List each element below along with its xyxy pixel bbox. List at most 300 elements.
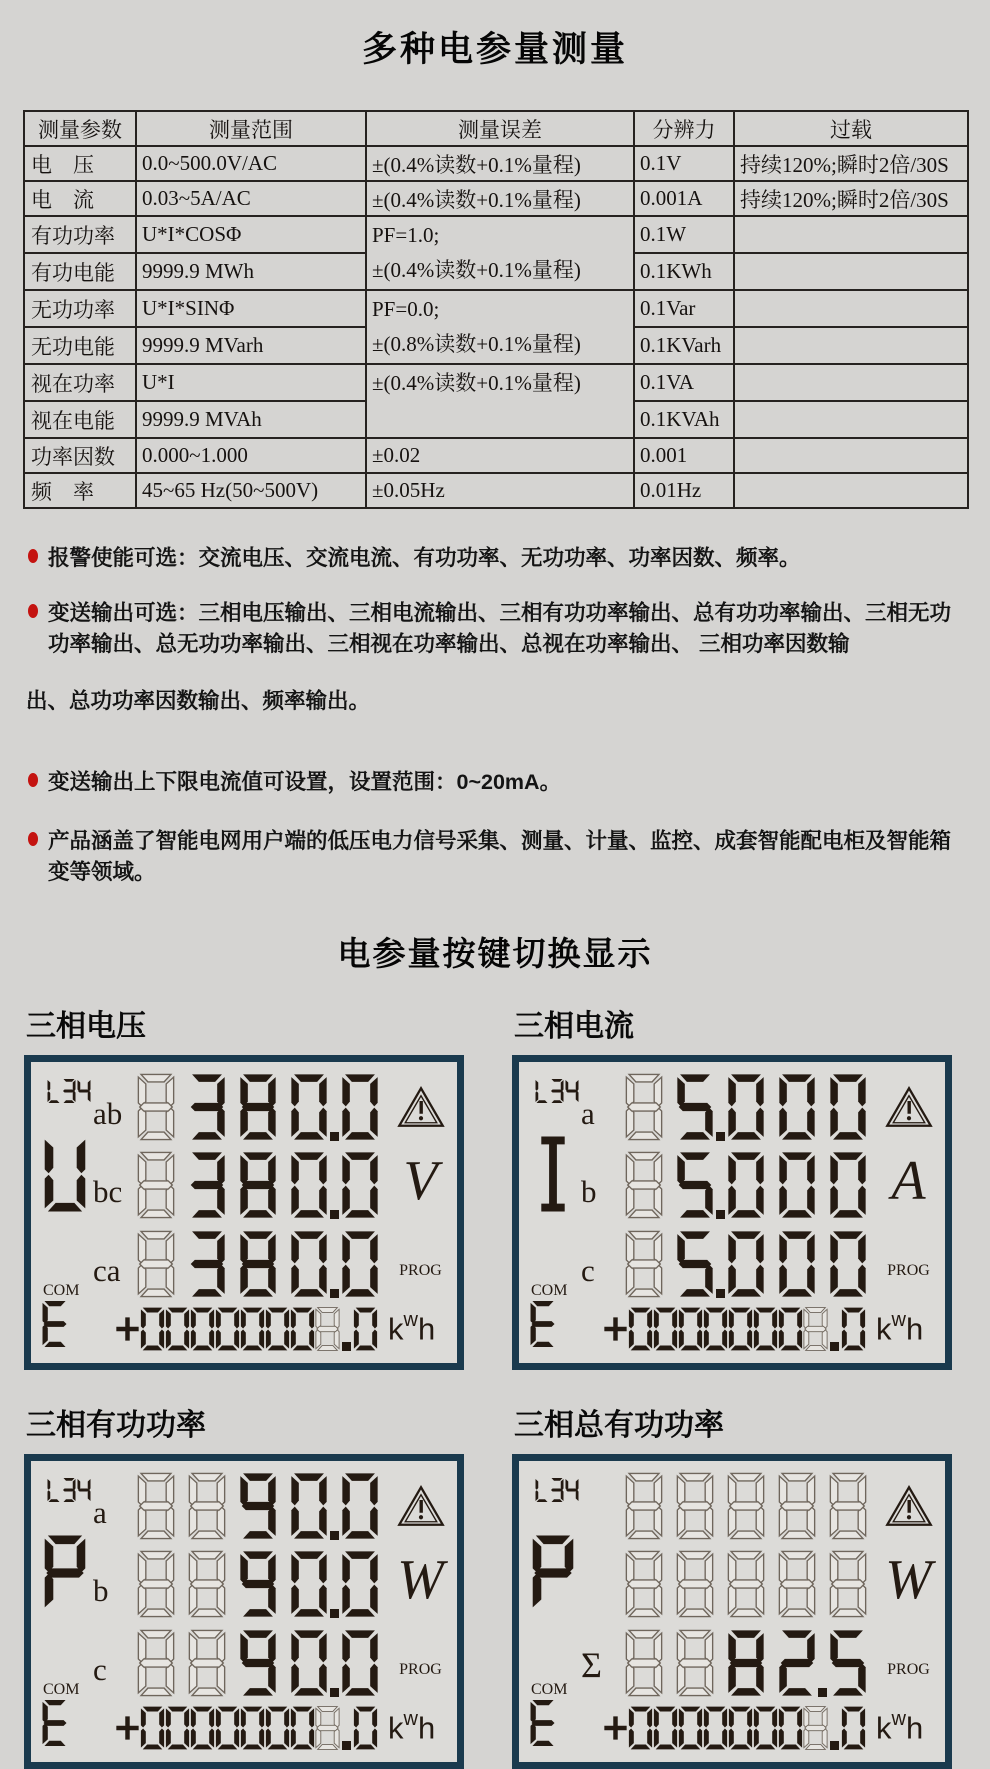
flag-seg-char [535,1477,549,1503]
feature-text-continued: 出、总功功率因数输出、频率输出。 [26,689,371,713]
merged-cell-line: ±(0.4%读数+0.1%量程) [372,371,581,395]
energy-letter [529,1699,581,1752]
lcd-panel [512,1055,952,1370]
spec-table [23,110,969,509]
decimal-point [279,1289,288,1298]
flag-seg-char [62,1477,76,1503]
lcd-digit [188,1628,226,1698]
energy-letter-glyph [529,1699,557,1747]
lcd-digit [239,1072,277,1142]
energy-digit [240,1705,265,1751]
energy-digit [165,1306,190,1352]
lcd-digit-group [625,1150,880,1220]
spec-value-cell: 0.1V [634,146,734,181]
spec-value-cell: U*I*SINΦ [136,290,366,327]
warning-icon [885,1485,933,1527]
energy-digit [353,1306,378,1352]
decimal-point [177,1609,186,1618]
decimal-point [869,1688,878,1697]
unit-label-w: W [885,1549,932,1612]
spec-value-cell [366,290,634,364]
lcd-panel [24,1454,464,1769]
lcd-digit [341,1072,379,1142]
lcd-row-right [880,1647,937,1679]
bullet-dot-icon [28,549,38,563]
spec-value-cell: 0.0~500.0V/AC [136,146,366,181]
spec-value-cell: 0.1KVAh [634,401,734,438]
prog-label: PROG [887,1261,930,1279]
lcd-row-right [880,1549,937,1616]
param-name-cell: 电 压 [24,146,136,181]
decimal-point [716,1688,725,1697]
spec-value-cell [366,364,634,438]
lcd-digit [778,1072,816,1142]
decimal-point [869,1609,878,1618]
lcd-digit [625,1628,663,1698]
decimal-point [665,1609,674,1618]
phase-label: b [93,1573,109,1609]
decimal-point [869,1132,878,1141]
decimal-point [767,1132,776,1141]
spec-value-cell: U*I*COSΦ [136,216,366,253]
lcd-row-right [880,1086,937,1128]
decimal-point [228,1609,237,1618]
energy-digit [703,1306,728,1352]
lcd-row-right [392,1485,449,1527]
lcd-digit [290,1628,328,1698]
decimal-point [665,1132,674,1141]
lcd-panel-title: 三相电压 [26,1010,146,1043]
warning-icon [397,1086,445,1128]
decimal-point [818,1210,827,1219]
spec-value-cell: 持续120%;瞬时2倍/30S [734,181,968,216]
plus-sign-glyph [603,1306,628,1352]
phase-label [581,1499,625,1513]
lcd-digit-group [137,1471,392,1541]
lcd-row [93,1624,449,1702]
plus-sign-glyph [115,1306,140,1352]
lcd-row-right [880,1150,937,1217]
flag-seg-char [550,1078,564,1104]
feature-text: 变送输出上下限电流值可设置，设置范围：0~20mA。 [48,770,562,794]
energy-digit [653,1705,678,1751]
table-row [24,181,968,216]
lcd-panels-grid [24,1001,966,1769]
lcd-digit [778,1229,816,1299]
decimal-point [869,1210,878,1219]
lcd-digit-group [625,1229,880,1299]
phase-label: a [93,1495,107,1531]
spacer [529,1218,581,1282]
lcd-gutter [41,1467,93,1754]
lcd-digit [829,1150,867,1220]
energy-digit [265,1306,290,1352]
energy-digit [290,1705,315,1751]
lcd-digit-group [625,1471,880,1541]
lcd-digit [829,1072,867,1142]
energy-digit [140,1306,165,1352]
lcd-panel-block [512,1400,952,1769]
quantity-letter-glyph [43,1135,87,1213]
spec-value-cell: 0.1VA [634,364,734,401]
decimal-point [767,1210,776,1219]
decimal-point [869,1289,878,1298]
decimal-point [342,1342,351,1351]
decimal-point [818,1531,827,1540]
com-label: COM [43,1282,80,1299]
lcd-digit [137,1150,175,1220]
spacer [41,1218,93,1282]
decimal-point [330,1688,339,1697]
energy-digit [190,1705,215,1751]
energy-digit-group [115,1306,378,1352]
quantity-letter-u [43,1135,93,1218]
spec-value-cell: 0.1KWh [634,253,734,290]
spec-value-cell [734,438,968,473]
column-header: 过载 [734,111,968,146]
prog-label: PROG [399,1660,442,1678]
energy-digit [728,1705,753,1751]
decimal-point [818,1289,827,1298]
energy-digit-group [603,1705,866,1751]
lcd-row-right [392,1150,449,1217]
feature-text: 产品涵盖了智能电网用户端的低压电力信号采集、测量、计量、监控、成套智能配电柜及智能箱变等领域。 [48,829,952,884]
spec-value-cell: 0.01Hz [634,473,734,508]
lcd-main [93,1467,449,1754]
lcd-digit [341,1549,379,1619]
kwh-unit-label: $k^wh$ [876,1707,924,1746]
decimal-point [330,1531,339,1540]
param-name-cell: 有功电能 [24,253,136,290]
decimal-point [665,1210,674,1219]
lcd-digit [137,1628,175,1698]
com-label: COM [43,1681,80,1698]
lcd-row-right [880,1248,937,1280]
lcd-row-right [392,1248,449,1280]
energy-digit [628,1306,653,1352]
lcd-digit [778,1471,816,1541]
energy-digit [778,1306,803,1352]
energy-digit [628,1705,653,1751]
decimal-point [177,1289,186,1298]
energy-digit [753,1306,778,1352]
energy-digit-group [115,1705,378,1751]
energy-row [93,1303,449,1355]
param-name-cell: 电 流 [24,181,136,216]
decimal-point [330,1132,339,1141]
lcd-digit [239,1549,277,1619]
spec-value-cell: 0.03~5A/AC [136,181,366,216]
warning-icon [397,1485,445,1527]
decimal-point [818,1688,827,1697]
decimal-point [381,1609,390,1618]
decimal-point [381,1210,390,1219]
energy-row [581,1702,937,1754]
lcd-digit [625,1471,663,1541]
com-label: COM [531,1681,568,1698]
energy-digit-group [603,1306,866,1352]
column-header: 分辨力 [634,111,734,146]
energy-digit [265,1705,290,1751]
decimal-point [830,1342,839,1351]
lcd-main [581,1068,937,1355]
lcd-row [581,1146,937,1224]
spec-value-cell [734,290,968,327]
lcd-digit [290,1549,328,1619]
decimal-point [665,1531,674,1540]
energy-digit [353,1705,378,1751]
plus-sign-glyph [115,1705,140,1751]
kwh-unit-label: $k^wh$ [388,1308,436,1347]
decimal-point [818,1609,827,1618]
table-row [24,438,968,473]
decimal-point [279,1132,288,1141]
energy-digit [215,1705,240,1751]
prog-label: PROG [399,1261,442,1279]
spec-value-cell: ±(0.4%读数+0.1%量程) [366,181,634,216]
lcd-digit [137,1229,175,1299]
spec-value-cell: 0.1W [634,216,734,253]
lcd-main [581,1467,937,1754]
lcd-digit [829,1628,867,1698]
column-header: 测量参数 [24,111,136,146]
lcd-row-right [392,1647,449,1679]
lcd-digit-group [625,1549,880,1619]
warning-icon [885,1086,933,1128]
page-title: 多种电参量测量 [361,30,628,69]
lcd-digit [188,1549,226,1619]
column-header: 测量误差 [366,111,634,146]
spec-value-cell [366,216,634,290]
feature-bullet [26,826,966,888]
merged-cell-line: ±(0.4%读数+0.1%量程) [372,258,581,282]
lcd-row [93,1545,449,1623]
lcd-panel-title: 三相总有功功率 [514,1409,724,1442]
quantity-letter-glyph [531,1534,575,1612]
prog-label: PROG [887,1660,930,1678]
lcd-row [93,1225,449,1303]
energy-letter [41,1300,93,1353]
energy-digit [315,1705,340,1751]
lcd-row [93,1467,449,1545]
phase-label [581,1577,625,1591]
spec-value-cell [734,327,968,364]
lcd-digit [727,1229,765,1299]
quantity-letter-glyph [531,1135,575,1213]
spec-value-cell: 持续120%;瞬时2倍/30S [734,146,968,181]
energy-digit [215,1306,240,1352]
spec-value-cell [734,401,968,438]
lcd-digit-group [137,1628,392,1698]
phase-label: b [581,1174,597,1210]
feature-text: 报警使能可选：交流电压、交流电流、有功功率、无功功率、功率因数、频率。 [48,546,801,570]
spec-value-cell [734,364,968,401]
lcd-digit [676,1549,714,1619]
lcd-digit [239,1471,277,1541]
lcd-digit [727,1072,765,1142]
lcd-digit [137,1072,175,1142]
feature-bullet [26,767,966,798]
lcd-gutter [41,1068,93,1355]
lcd-digit [727,1628,765,1698]
energy-digit [653,1306,678,1352]
energy-letter-glyph [529,1300,557,1348]
lcd-digit [137,1471,175,1541]
energy-digit [803,1705,828,1751]
table-row [24,146,968,181]
lcd-digit [290,1072,328,1142]
spec-value-cell: 9999.9 MVAh [136,401,366,438]
phase-label: c [581,1252,595,1288]
phase-label: ab [93,1096,123,1132]
decimal-point [716,1609,725,1618]
feature-bullet [26,543,966,574]
param-name-cell: 无功电能 [24,327,136,364]
decimal-point [228,1132,237,1141]
flag-seg-char [550,1477,564,1503]
decimal-point [716,1210,725,1219]
decimal-point [228,1289,237,1298]
decimal-point [177,1688,186,1697]
phase-flag-l34 [535,1477,581,1504]
spacer [529,1617,581,1681]
decimal-point [177,1210,186,1219]
com-label: COM [531,1282,568,1299]
lcd-digit [727,1150,765,1220]
unit-label-v: V [403,1150,438,1213]
unit-label-w: W [397,1549,444,1612]
decimal-point [767,1531,776,1540]
lcd-digit [778,1150,816,1220]
merged-cell-line: PF=0.0; [372,297,440,321]
lcd-row [93,1146,449,1224]
lcd-digit [829,1471,867,1541]
energy-digit [753,1705,778,1751]
decimal-point [279,1531,288,1540]
lcd-digit [239,1628,277,1698]
energy-digit [703,1705,728,1751]
decimal-point [177,1531,186,1540]
table-row [24,364,968,401]
lcd-panel [512,1454,952,1769]
lcd-digit-group [625,1072,880,1142]
quantity-letter-p [531,1534,581,1617]
phase-flag-l34 [47,1078,93,1105]
lcd-row [581,1068,937,1146]
flag-seg-char [77,1078,91,1104]
energy-letter-glyph [41,1300,69,1348]
spec-value-cell: 0.1KVarh [634,327,734,364]
decimal-point [330,1210,339,1219]
lcd-digit [290,1150,328,1220]
lcd-row-right [880,1485,937,1527]
decimal-point [381,1531,390,1540]
lcd-digit [188,1072,226,1142]
decimal-point [279,1210,288,1219]
unit-label-a: A [891,1150,926,1213]
lcd-digit [829,1549,867,1619]
lcd-digit [290,1229,328,1299]
lcd-panel [24,1055,464,1370]
decimal-point [830,1741,839,1750]
lcd-digit [188,1471,226,1541]
lcd-digit [625,1229,663,1299]
phase-label: Σ [581,1644,602,1685]
energy-digit [841,1306,866,1352]
decimal-point [818,1132,827,1141]
energy-digit [841,1705,866,1751]
param-name-cell: 视在功率 [24,364,136,401]
decimal-point [330,1609,339,1618]
energy-row [93,1702,449,1754]
spec-value-cell: 0.1Var [634,290,734,327]
lcd-digit [676,1471,714,1541]
lcd-panel-title: 三相有功功率 [26,1409,206,1442]
param-name-cell: 功率因数 [24,438,136,473]
lcd-panel-block [24,1400,464,1769]
flag-seg-char [565,1078,579,1104]
kwh-unit-label: $k^wh$ [388,1707,436,1746]
energy-letter [41,1699,93,1752]
spec-value-cell: ±0.02 [366,438,634,473]
energy-digit [678,1705,703,1751]
decimal-point [767,1289,776,1298]
table-row [24,216,968,253]
merged-cell-line: PF=1.0; [372,223,440,247]
flag-seg-char [535,1078,549,1104]
lcd-gutter [529,1467,581,1754]
spec-value-cell [734,473,968,508]
decimal-point [665,1688,674,1697]
energy-digit [140,1705,165,1751]
decimal-point [716,1132,725,1141]
lcd-digit [676,1628,714,1698]
decimal-point [228,1210,237,1219]
lcd-digit-group [137,1072,392,1142]
lcd-digit [341,1628,379,1698]
lcd-digit-group [137,1229,392,1299]
lcd-digit [727,1471,765,1541]
lcd-panel-title: 三相电流 [514,1010,634,1043]
bullet-dot-icon [28,604,38,618]
spec-value-cell: 0.001 [634,438,734,473]
phase-flag-l34 [535,1078,581,1105]
spec-value-cell: U*I [136,364,366,401]
lcd-panel-block [24,1001,464,1370]
lcd-digit [239,1150,277,1220]
decimal-point [330,1289,339,1298]
table-row [24,290,968,327]
lcd-row [581,1545,937,1623]
phase-label: bc [93,1174,123,1210]
spec-value-cell: ±(0.4%读数+0.1%量程) [366,146,634,181]
lcd-digit [625,1150,663,1220]
spec-value-cell: 45~65 Hz(50~500V) [136,473,366,508]
lcd-digit-group [625,1628,880,1698]
energy-letter [529,1300,581,1353]
flag-seg-char [62,1078,76,1104]
lcd-digit [625,1549,663,1619]
lcd-digit [290,1471,328,1541]
lcd-digit [341,1471,379,1541]
energy-digit [315,1306,340,1352]
energy-digit [803,1306,828,1352]
spec-value-cell [734,253,968,290]
energy-digit [165,1705,190,1751]
quantity-letter-glyph [43,1534,87,1612]
decimal-point [767,1688,776,1697]
quantity-letter-p [43,1534,93,1617]
